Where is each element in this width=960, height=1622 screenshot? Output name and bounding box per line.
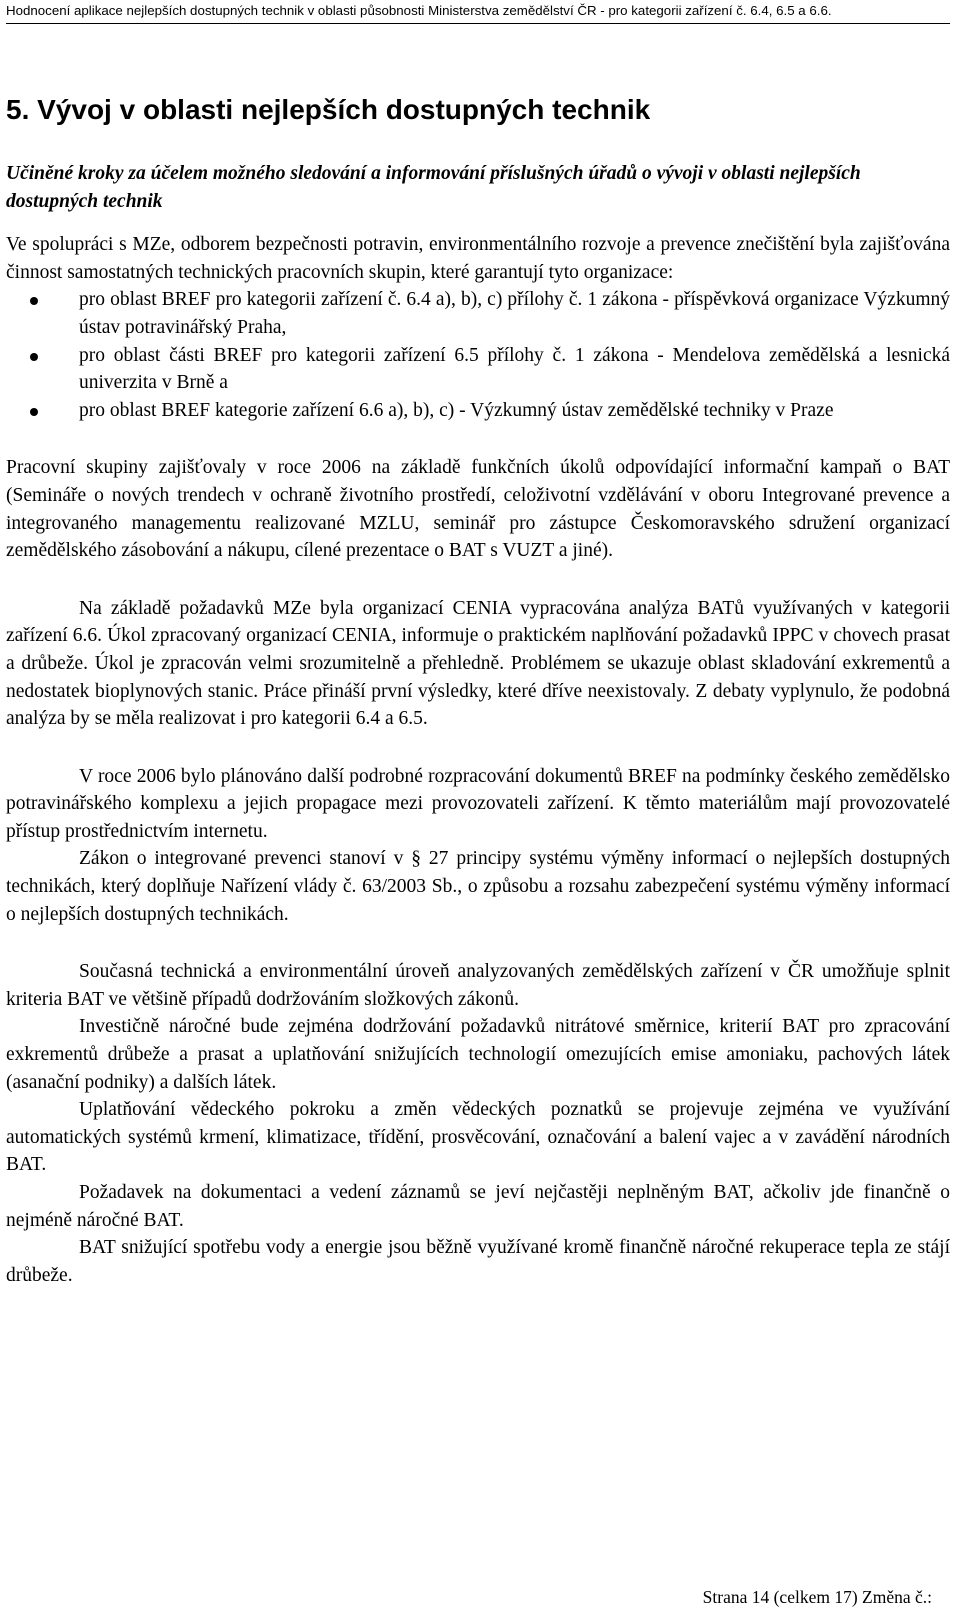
bullet-icon [30, 353, 38, 361]
paragraph-working-groups: Pracovní skupiny zajišťovaly v roce 2006 na základě funkčních úkolů odpovídající informační kampaň o BAT (Semináře o nových trendech v ochraně životního prostředí, celoživotní vzdělávání v oboru Integrované prevence a integrovaného managementu realizované MZLU, seminář pro zástupce Českomoravského sdružení organizací zemědělského zásobování a nákupu, cílené prezentace o BAT s VUZT a jiné). [6, 457, 950, 562]
paragraph-water-energy: BAT snižující spotřebu vody a energie jsou běžně využívané kromě finančně náročné rekuperace tepla ze stájí drůbeže. [6, 1237, 950, 1286]
spacer [6, 565, 950, 595]
header-divider [6, 23, 950, 24]
spacer [6, 215, 950, 231]
spacer [6, 733, 950, 763]
bullet-icon [30, 408, 38, 416]
spacer [6, 928, 950, 958]
list-item [6, 342, 950, 397]
section-body [6, 160, 950, 1289]
list-item-text: pro oblast BREF pro kategorii zařízení č. 6.4 a), b), c) přílohy č. 1 zákona - příspěvková organizace Výzkumný ústav potravinářský Praha, [79, 289, 950, 338]
paragraph-bref-plan: V roce 2006 bylo plánováno další podrobné rozpracování dokumentů BREF na podmínky českého zemědělsko potravinářského komplexu a jejich propagace mezi provozovateli zařízení. K těmto materiálům mají provozovatelé přístup prostřednictvím internetu. [6, 765, 950, 842]
page-footer: Strana 14 (celkem 17) Změna č.: [702, 1587, 932, 1607]
paragraph-current-level: Současná technická a environmentální úroveň analyzovaných zemědělských zařízení v ČR umožňuje splnit kriteria BAT ve většině případů dodržováním složkových zákonů. [6, 961, 950, 1010]
list-item-text: pro oblast části BREF pro kategorii zařízení 6.5 přílohy č. 1 zákona - Mendelova zemědělská a lesnická univerzita v Brně a [79, 344, 950, 394]
spacer [6, 424, 950, 454]
paragraph-law: Zákon o integrované prevenci stanoví v § 27 principy systému výměny informací o nejlepších dostupných technikách, který doplňuje Nařízení vlády č. 63/2003 Sb., o způsobu a rozsahu zabezpečení systému výměny informací o nejlepších dostupných technikách. [6, 848, 950, 925]
list-item [6, 397, 950, 425]
bullet-icon [30, 297, 38, 305]
list-item-text: pro oblast BREF kategorie zařízení 6.6 a), b), c) - Výzkumný ústav zemědělské techniky v Praze [79, 399, 834, 421]
list-item [6, 286, 950, 341]
paragraph-documentation: Požadavek na dokumentaci a vedení záznamů se jeví nejčastěji neplněným BAT, ačkoliv jde finančně o nejméně náročné BAT. [6, 1182, 950, 1231]
paragraph-investment: Investičně náročné bude zejména dodržování požadavků nitrátové směrnice, kriterií BAT pro zpracování exkrementů drůbeže a prasat a uplatňování snižujících technologií omezujících emise amoniaku, pachových látek (asanační podniky) a dalších látek. [6, 1016, 950, 1093]
section-heading: 5. Vývoj v oblasti nejlepších dostupných technik [6, 94, 651, 125]
intro-paragraph: Ve spolupráci s MZe, odborem bezpečnosti potravin, environmentálního rozvoje a prevence znečištění byla zajišťována činnost samostatných technických pracovních skupin, které garantují tyto organizace: [6, 234, 950, 283]
paragraph-cenia-analysis: Na základě požadavků MZe byla organizací CENIA vypracována analýza BATů využívaných v kategorii zařízení 6.6. Úkol zpracovaný organizací CENIA, informuje o praktickém naplňování požadavků IPPC v chovech prasat a drůbeže. Úkol je zpracován velmi srozumitelně a přehledně. Problémem se ukazuje oblast skladování exkrementů a nedostatek bioplynových stanic. Práce přináší první výsledky, které dříve neexistovaly. Z debaty vyplynulo, že podobná analýza by se měla realizovat i pro kategorii 6.4 a 6.5. [6, 597, 950, 730]
section-subheading: Učiněné kroky za účelem možného sledování a informování příslušných úřadů o vývoji v oblasti nejlepších dostupných technik [6, 163, 861, 212]
running-header: Hodnocení aplikace nejlepších dostupných technik v oblasti působnosti Ministerstva zemědělství ČR - pro kategorii zařízení č. 6.4, 6.5 a 6.6. [6, 3, 832, 18]
organization-list [6, 286, 950, 424]
paragraph-scientific-progress: Uplatňování vědeckého pokroku a změn vědeckých poznatků se projevuje zejména ve využívání automatických systémů krmení, klimatizace, třídění, prosvěcování, označování a balení vajec a v zavádění národních BAT. [6, 1099, 950, 1176]
